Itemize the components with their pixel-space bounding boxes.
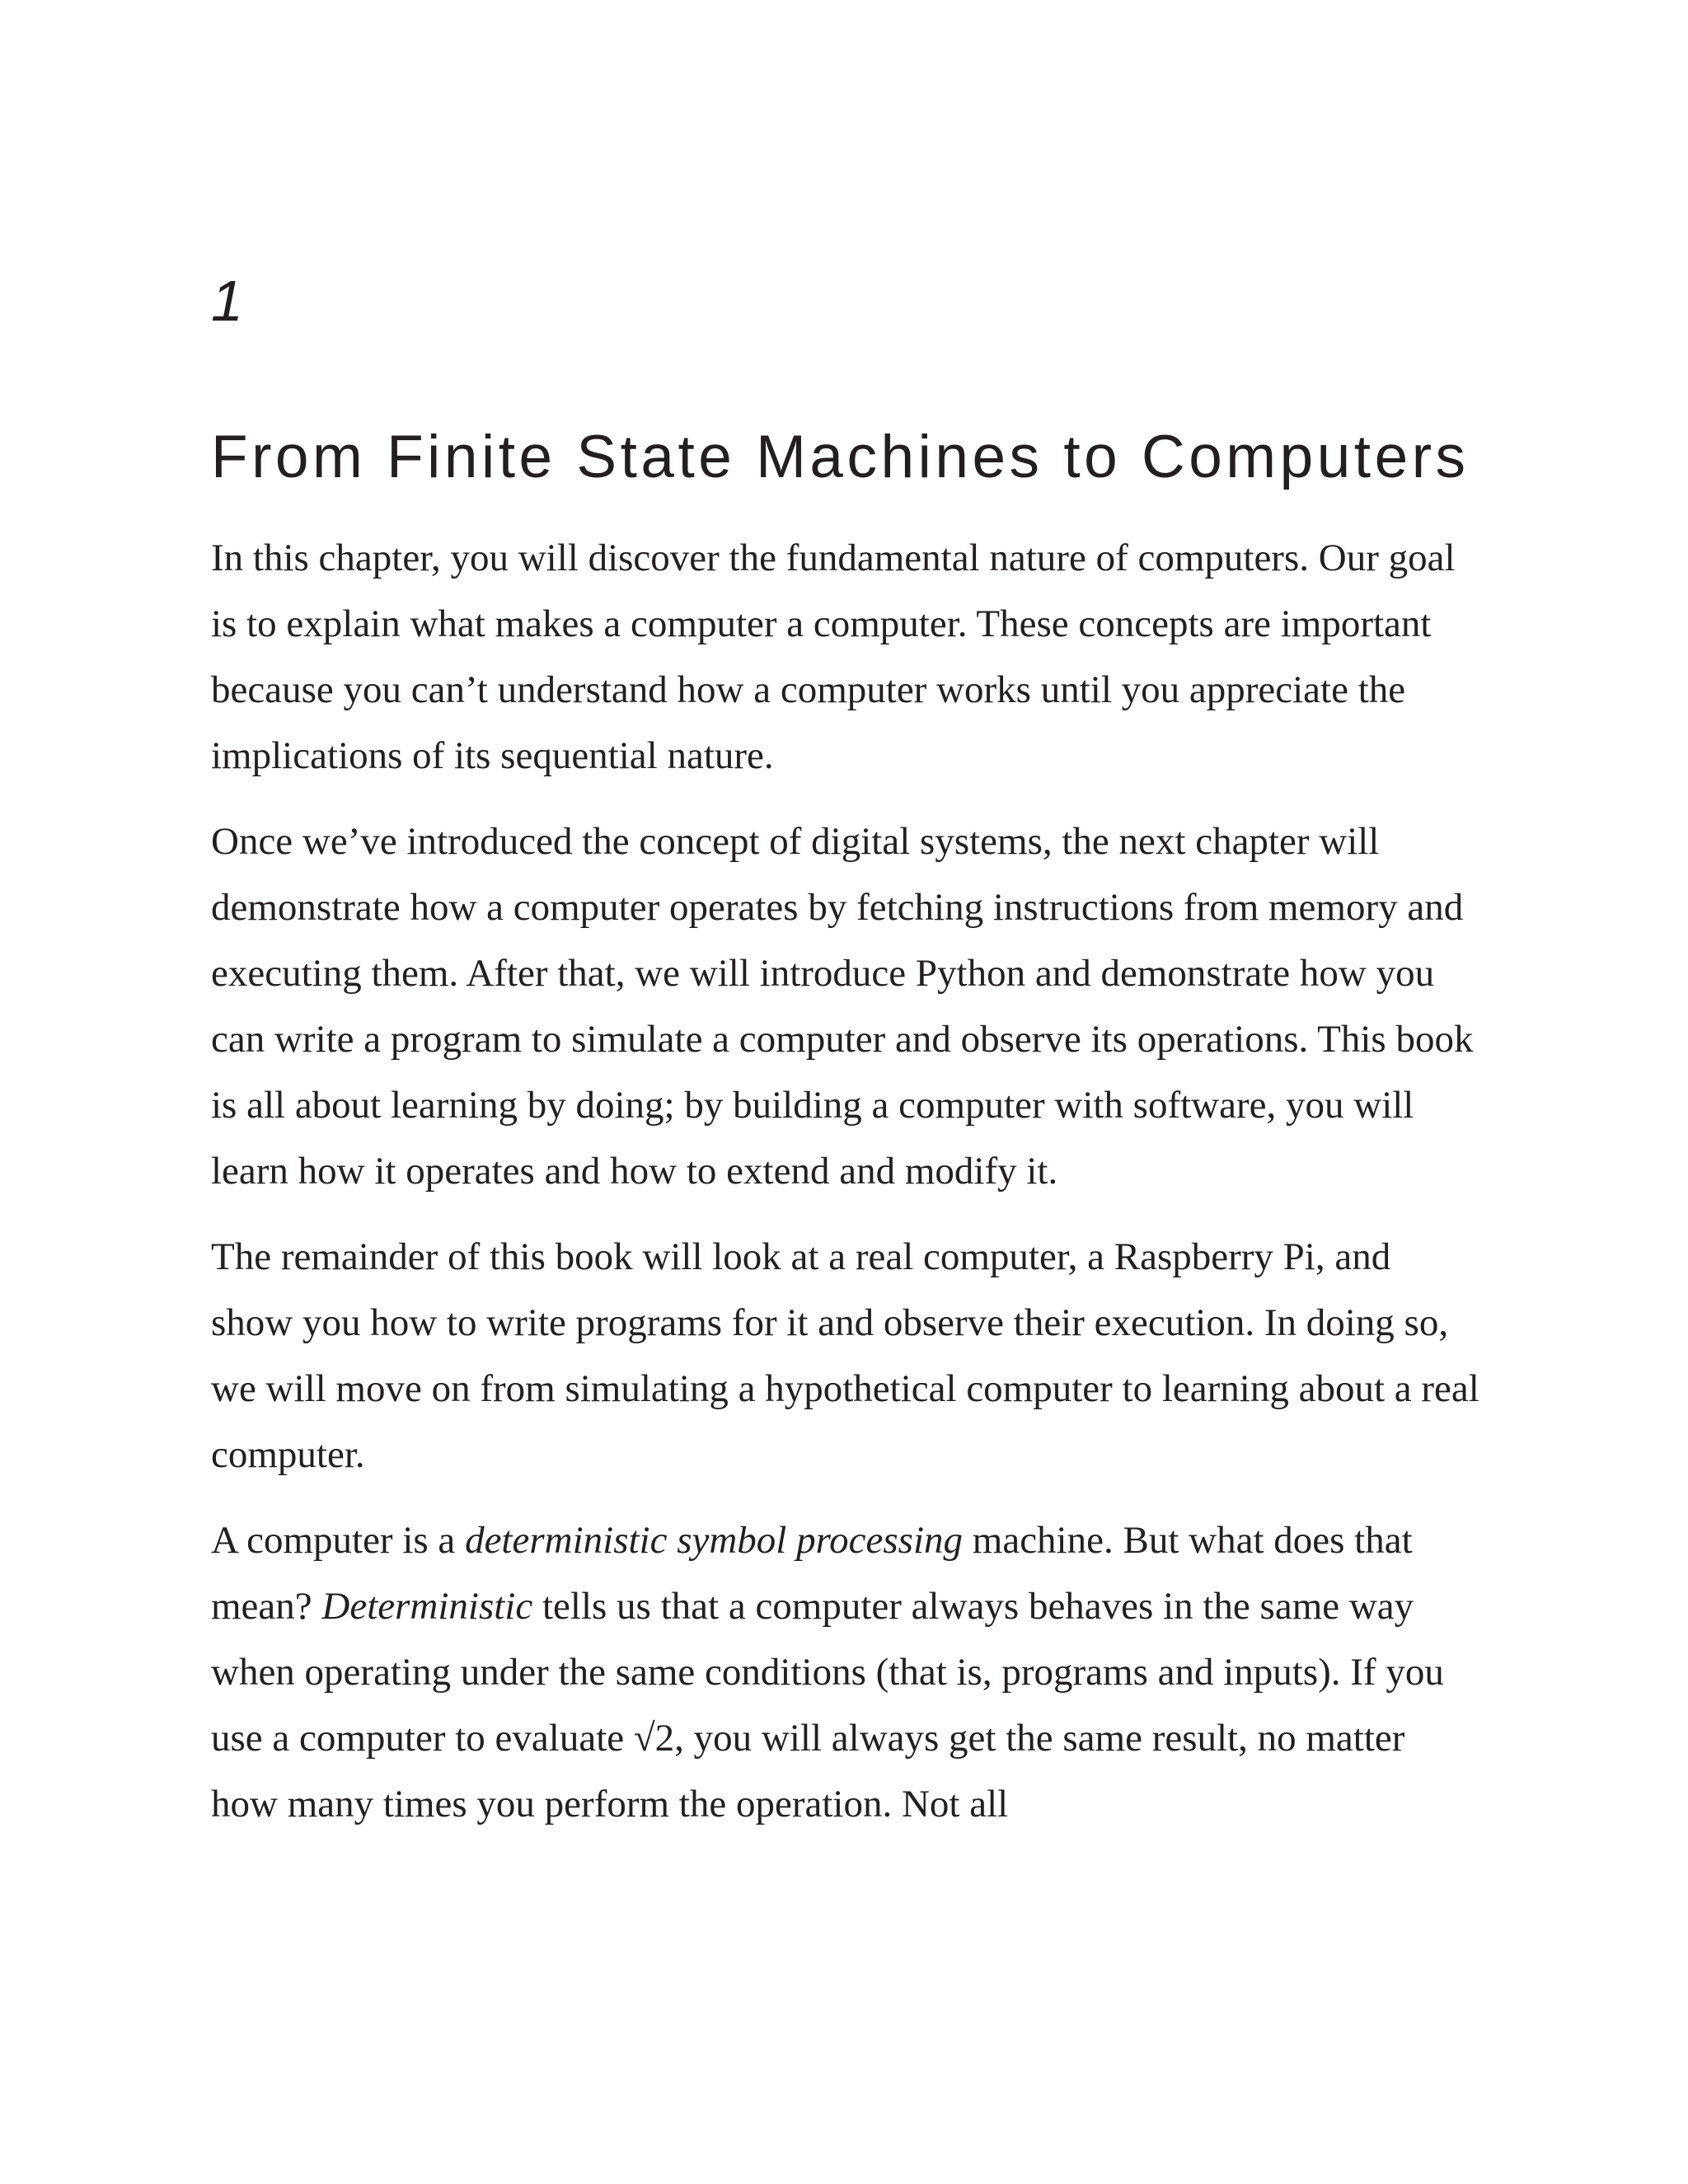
chapter-title: From Finite State Machines to Computers: [211, 424, 1470, 490]
emphasis-deterministic-symbol-processing: deterministic symbol processing: [465, 1519, 964, 1562]
paragraph-intro: In this chapter, you will discover the fundamental nature of computers. Our goal is to explain what makes a computer a computer. These concepts are important because you can’t understand how a computer works until you appreciate the implications of its sequential nature.: [211, 537, 1456, 777]
paragraph-deterministic: [211, 1507, 1480, 1837]
paragraph-text-segment: machine. But what does that mean?: [211, 1519, 1413, 1628]
chapter-number: 1: [211, 269, 243, 333]
paragraph-raspberry-pi: The remainder of this book will look at a real computer, a Raspberry Pi, and show you how to write programs for it and observe their execution. In doing so, we will move on from simulating a hypothetical computer to learning about a real computer.: [211, 1235, 1479, 1476]
chapter-body: [211, 525, 1480, 1857]
paragraph-text-segment: A computer is a: [211, 1519, 466, 1562]
paragraph-text-segment: tells us that a computer always behaves in the same way when operating under the same conditions (that is, programs and inputs). If you use a computer to evaluate √2, you will always get the same result, no matter how many times you perform the operation. Not all: [211, 1585, 1444, 1825]
paragraph-digital-systems: Once we’ve introduced the concept of digital systems, the next chapter will demonstrate how a computer operates by fetching instructions from memory and executing them. After that, we will introduce Python and demonstrate how you can write a program to simulate a computer and observe its operations. This book is all about learning by doing; by building a computer with software, you will learn how it operates and how to extend and modify it.: [211, 820, 1474, 1193]
emphasis-deterministic: Deterministic: [321, 1585, 533, 1628]
